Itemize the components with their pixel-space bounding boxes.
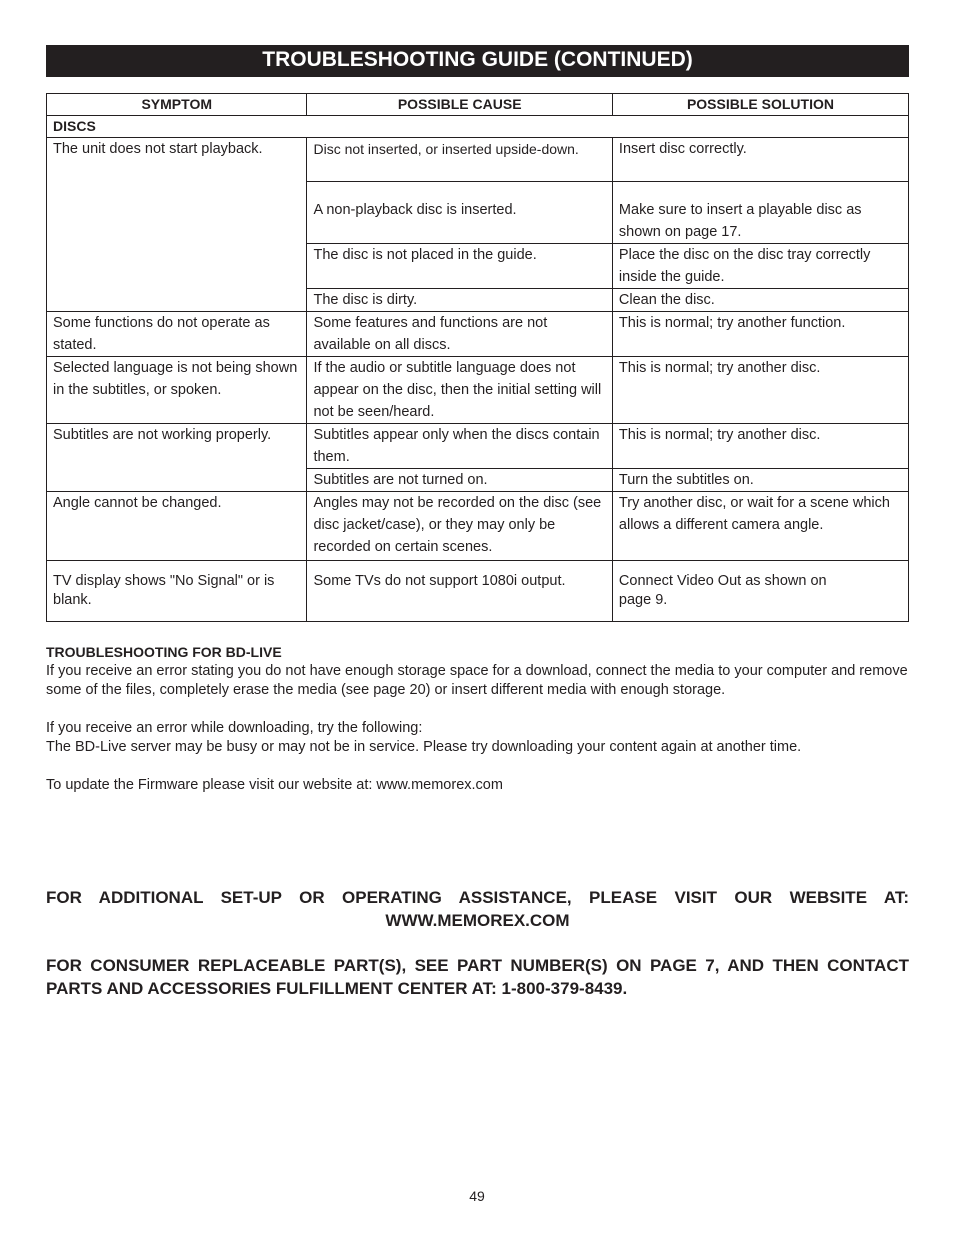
bdlive-server-paragraph: The BD-Live server may be busy or may not be in service. Please try downloading your content again at another time. [46,739,802,755]
table-header-row [47,94,909,116]
bdlive-heading: TROUBLESHOOTING FOR BD-LIVE [46,644,282,660]
page-number: 49 [469,1188,485,1204]
solution-cell: Turn the subtitles on. [612,469,908,492]
cause-cell: If the audio or subtitle language does not appear on the disc, then the initial setting will not be seen/heard. [307,357,612,424]
symptom-cell: Selected language is not being shown in the subtitles, or spoken. [47,357,307,424]
solution-cell: Insert disc correctly. [612,138,908,182]
symptom-cell: Some functions do not operate as stated. [47,312,307,357]
cause-cell: Subtitles appear only when the discs contain them. [307,424,612,469]
header-symptom: SYMPTOM [47,94,307,116]
symptom-cell: TV display shows "No Signal" or is blank. [47,561,307,622]
table-row [47,312,909,357]
solution-cell: This is normal; try another disc. [612,357,908,424]
bdlive-storage-paragraph: If you receive an error stating you do not have enough storage space for a download, connect the media to your computer and remove some of the files, completely erase the media (see page 20) or insert different media with enough storage. [46,663,908,698]
cause-cell: A non-playback disc is inserted. [307,182,612,244]
solution-cell: Connect Video Out as shown on page 9. [612,561,908,622]
solution-cell: This is normal; try another function. [612,312,908,357]
firmware-update-paragraph: To update the Firmware please visit our website at: www.memorex.com [46,777,503,793]
parts-notice: FOR CONSUMER REPLACEABLE PART(S), SEE PART NUMBER(S) ON PAGE 7, AND THEN CONTACT PARTS AND ACCESSORIES FULFILLMENT CENTER AT: 1-800-379-8439. [46,956,909,998]
table-row [47,561,909,622]
solution-cell: This is normal; try another disc. [612,424,908,469]
cause-cell: Angles may not be recorded on the disc (see disc jacket/case), or they may only be recorded on certain scenes. [307,492,612,561]
solution-cell: Try another disc, or wait for a scene which allows a different camera angle. [612,492,908,561]
table-row [47,357,909,424]
header-solution: POSSIBLE SOLUTION [612,94,908,116]
solution-cell: Place the disc on the disc tray correctly inside the guide. [612,244,908,289]
table-row [47,492,909,561]
cause-cell: Some TVs do not support 1080i output. [307,561,612,622]
table-row [47,138,909,182]
page-title: TROUBLESHOOTING GUIDE (CONTINUED) [46,45,909,77]
cause-cell: The disc is not placed in the guide. [307,244,612,289]
assistance-notice [46,886,909,932]
table-row [47,424,909,469]
cause-cell: The disc is dirty. [307,289,612,312]
troubleshooting-table [46,93,909,622]
bdlive-section [46,643,909,795]
solution-cell: Clean the disc. [612,289,908,312]
bdlive-download-error-intro: If you receive an error while downloading, try the following: [46,720,423,736]
assistance-line-1: FOR ADDITIONAL SET-UP OR OPERATING ASSISTANCE, PLEASE VISIT OUR WEBSITE AT: [46,888,909,907]
cause-cell: Some features and functions are not available on all discs. [307,312,612,357]
cause-cell: Subtitles are not turned on. [307,469,612,492]
symptom-cell: Angle cannot be changed. [47,492,307,561]
symptom-cell: The unit does not start playback. [47,138,307,312]
header-cause: POSSIBLE CAUSE [307,94,612,116]
section-discs: DISCS [47,116,909,138]
cause-cell: Disc not inserted, or inserted upside-down. [307,138,612,182]
assistance-website: WWW.MEMOREX.COM [385,911,570,930]
symptom-cell: Subtitles are not working properly. [47,424,307,492]
section-row [47,116,909,138]
solution-cell: Make sure to insert a playable disc as shown on page 17. [612,182,908,244]
